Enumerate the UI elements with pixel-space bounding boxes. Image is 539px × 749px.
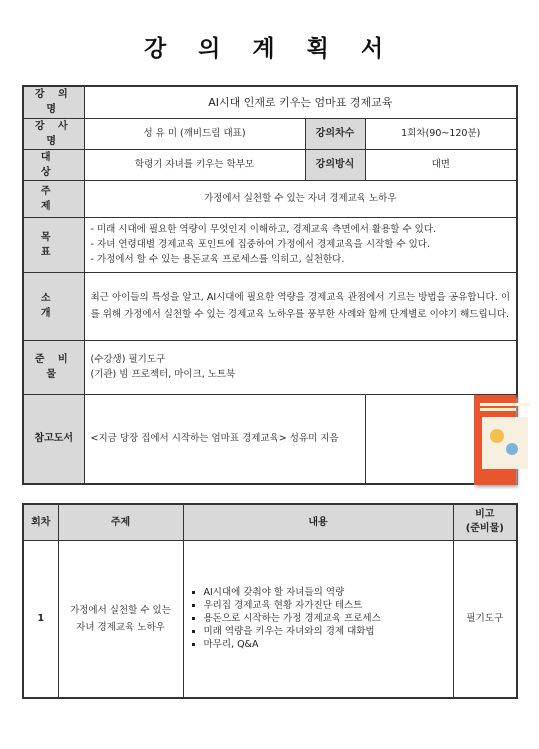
session-topic: 가정에서 실천할 수 있는 자녀 경제교육 노하우 — [58, 540, 183, 698]
goal-item: - 자녀 연령대별 경제교육 포인트에 집중하여 가정에서 경제교육을 시작할 수 있다. — [90, 239, 430, 250]
header-topic: 주제 — [58, 504, 183, 540]
prep-label: 준 비 물 — [23, 340, 84, 394]
sessions-label: 강의차수 — [305, 118, 365, 149]
header-content: 내용 — [183, 504, 453, 540]
book-cover-image — [474, 395, 517, 485]
intro-label: 소 개 — [23, 272, 84, 340]
header-note: 비고 (준비물) — [453, 504, 517, 540]
row-prep — [23, 340, 517, 394]
list-item: ▪ 미래 역량을 키우는 자녀와의 경제 대화법 — [204, 625, 447, 638]
row-topic — [23, 180, 517, 217]
book-cell — [365, 394, 517, 484]
row-reference — [23, 394, 517, 484]
session-number: 1 — [23, 540, 58, 698]
course-label: 강 의 명 — [23, 86, 84, 118]
row-intro — [23, 272, 517, 340]
sessions-value: 1회차(90~120분) — [365, 118, 517, 149]
reference-label: 참고도서 — [23, 394, 84, 484]
goals-list — [84, 217, 517, 272]
content-list — [190, 586, 447, 651]
document-title: 강 의 계 획 서 — [143, 36, 396, 62]
session-content — [183, 540, 453, 698]
row-course — [23, 86, 517, 118]
prep-item: (수강생) 필기도구 — [90, 354, 166, 365]
method-label: 강의방식 — [305, 149, 365, 180]
audience-value: 학령기 자녀를 키우는 학부모 — [84, 149, 305, 180]
intro-text: 최근 아이들의 특성을 알고, AI시대에 필요한 역량을 경제교육 관점에서 기르는 방법을 공유합니다. 이를 위해 가정에서 실천할 수 있는 경제교육 노하우를 풍부한 사례와 함께 단계별로 이야기 해드립니다. — [84, 272, 517, 340]
goal-item: - 미래 시대에 필요한 역량이 무엇인지 이해하고, 경제교육 측면에서 활용할 수 있다. — [90, 224, 437, 235]
topic-label: 주 제 — [23, 180, 84, 217]
list-item: ▪ 우리집 경제교육 현황 자가진단 테스트 — [204, 599, 447, 612]
prep-item: (기관) 빔 프로젝터, 마이크, 노트북 — [90, 369, 236, 380]
instructor-label: 강 사 명 — [23, 118, 84, 149]
topic-value: 가정에서 실천할 수 있는 자녀 경제교육 노하우 — [84, 180, 517, 217]
list-item: ▪ 마무리, Q&A — [204, 638, 447, 651]
schedule-table — [22, 503, 518, 699]
list-item: ▪ 용돈으로 시작하는 가정 경제교육 프로세스 — [204, 612, 447, 625]
table-row — [23, 540, 517, 698]
audience-label: 대 상 — [23, 149, 84, 180]
header-session: 회차 — [23, 504, 58, 540]
course-value: AI시대 인재로 키우는 엄마표 경제교육 — [84, 86, 517, 118]
method-value: 대면 — [365, 149, 517, 180]
row-goals — [23, 217, 517, 272]
prep-list — [84, 340, 517, 394]
schedule-header — [23, 504, 517, 540]
list-item: ▪ AI시대에 갖춰야 할 자녀들의 역량 — [204, 586, 447, 599]
session-note: 필기도구 — [453, 540, 517, 698]
row-instructor — [23, 118, 517, 149]
goals-label: 목 표 — [23, 217, 84, 272]
row-audience — [23, 149, 517, 180]
course-info-table — [22, 85, 518, 485]
instructor-value: 성 유 미 (깨비드림 대표) — [84, 118, 305, 149]
reference-text: <지금 당장 집에서 시작하는 엄마표 경제교육> 성유미 지음 — [84, 394, 365, 484]
goal-item: - 가정에서 할 수 있는 용돈교육 프로세스를 익히고, 실천한다. — [90, 254, 345, 265]
